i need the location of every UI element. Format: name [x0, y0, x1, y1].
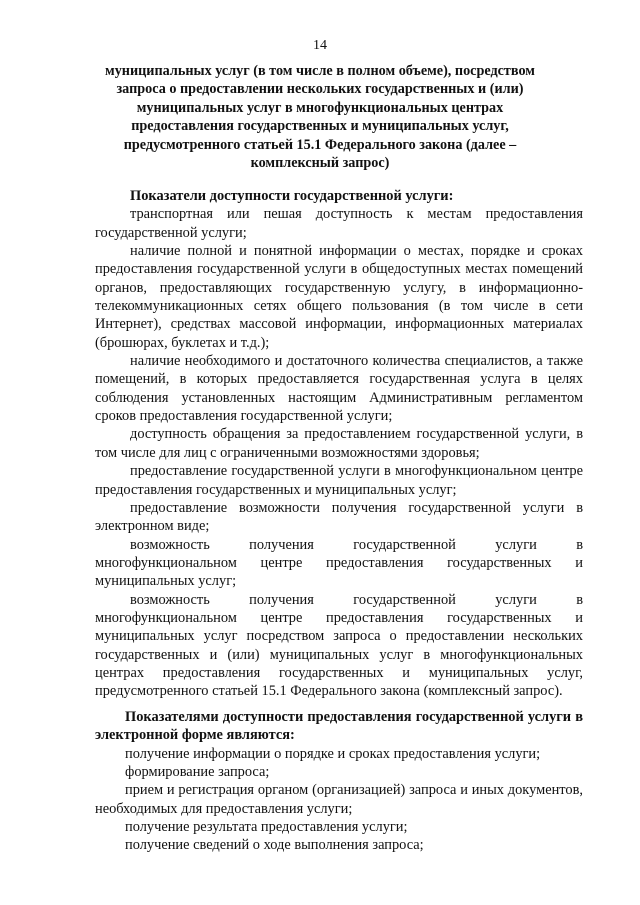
heading-line: предоставления государственных и муниципальных услуг,	[131, 118, 509, 135]
electronic-form-indicators-section	[95, 708, 583, 855]
page-number: 14	[313, 38, 327, 53]
electronic-indicator-item: получение результата предоставления услуги;	[125, 819, 408, 836]
section-heading	[100, 62, 540, 172]
electronic-indicator-item: получение сведений о ходе выполнения запроса;	[125, 837, 424, 854]
electronic-form-indicators-title: Показателями доступности предоставления государственной услуги в электронной форме являются:	[95, 709, 583, 744]
indicator-item: транспортная или пешая доступность к местам предоставления государственной услуги;	[95, 206, 583, 241]
accessibility-indicators-section	[95, 187, 583, 701]
heading-line: комплексный запрос)	[250, 155, 390, 172]
indicator-item: наличие полной и понятной информации о местах, порядке и сроках предоставления государственной услуги в общедоступных местах помещений органов, предоставляющих государственную услугу, в информационно-телекоммуникационных сетях общего пользования (в том числе в сети Интернет), средствах массовой информации, информационных материалах (брошюрах, буклетах и т.д.);	[95, 243, 583, 351]
indicator-item: возможность получения государственной услуги в многофункциональном центре предоставления государственных и муниципальных услуг посредством запроса о предоставлении нескольких государственных и (или) муниципальных услуг в многофункциональных центрах предоставления государственных и муниципальных услуг, предусмотренного статьей 15.1 Федерального закона (комплексный запрос).	[95, 591, 583, 700]
indicator-item: возможность получения государственной услуги в многофункциональном центре предоставления государственных и муниципальных услуг;	[95, 536, 583, 590]
electronic-indicator-item: получение информации о порядке и сроках предоставления услуги;	[125, 745, 541, 762]
electronic-indicator-item: прием и регистрация органом (организацией) запроса и иных документов, необходимых для предоставления услуги;	[95, 782, 583, 817]
accessibility-indicators-title: Показатели доступности государственной услуги:	[130, 188, 454, 204]
heading-line: запроса о предоставлении нескольких государственных и (или)	[116, 81, 524, 98]
heading-line: предусмотренного статьей 15.1 Федерального закона (далее –	[123, 136, 517, 153]
electronic-indicator-item: формирование запроса;	[125, 764, 270, 781]
indicator-item: предоставление возможности получения государственной услуги в электронном виде;	[95, 499, 583, 535]
indicator-item: предоставление государственной услуги в многофункциональном центре предоставления государственных и муниципальных услуг;	[95, 463, 583, 498]
indicator-item: доступность обращения за предоставлением государственной услуги, в том числе для лиц с ограниченными возможностями здоровья;	[95, 426, 583, 461]
heading-line: муниципальных услуг (в том числе в полном объеме), посредством	[105, 63, 535, 79]
heading-line: муниципальных услуг в многофункциональных центрах	[136, 99, 504, 116]
indicator-item: наличие необходимого и достаточного количества специалистов, а также помещений, в которых предоставляется государственная услуга в целях соблюдения установленных настоящим Административным регламентом сроков предоставления государственной услуги;	[95, 353, 583, 425]
